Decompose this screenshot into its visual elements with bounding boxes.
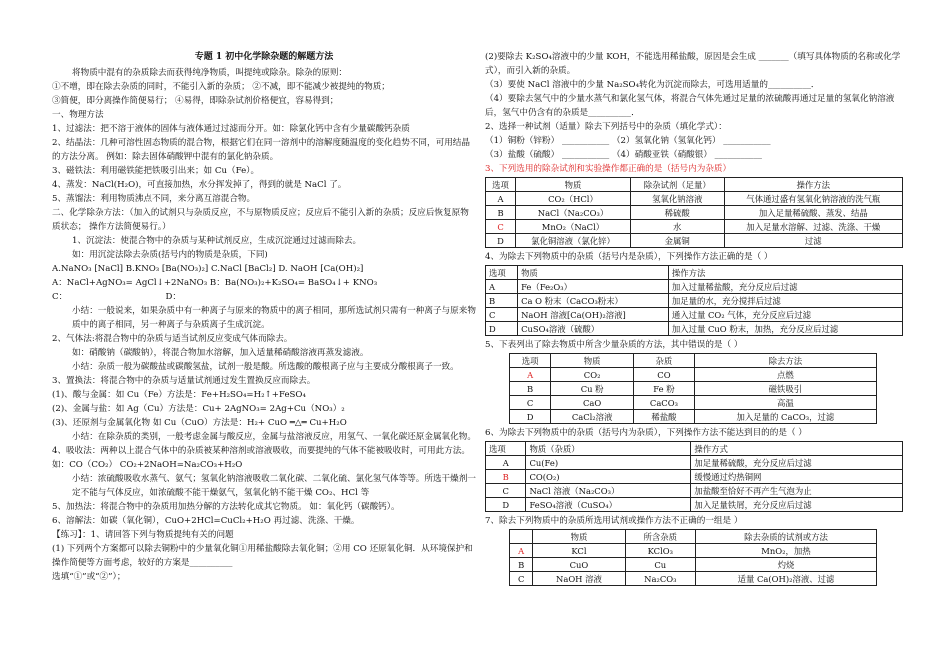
table-cell: 磁铁吸引 [694,382,876,396]
option-cell: C [486,484,526,498]
equation-line: (1)、酸与金属：如 Cu（Fe）方法是：Fe+H₂SO₄=H₂↑+FeSO₄ [52,390,306,400]
option-cell: C [510,572,533,586]
doc-title: 专题 1 初中化学除杂题的解题方法 [194,52,334,62]
table-cell: 过滤 [724,234,902,248]
summary-line: 小结：杂质一般为碳酸盐或碳酸氢盐，试剂一般是酸。所选酸的酸根离子应与主要成分酸根离子一致。 [72,362,459,372]
question-line: （3）盐酸（硫酸） ___________ （4）硝酸亚铁（硝酸银） ___________ [485,150,762,160]
equation-line: (2)、金属与盐：如 Ag（Cu）方法是：Cu+ 2AgNO₃= 2Ag+Cu（NO₃）₂ [52,404,345,414]
table-row [486,498,903,512]
table-header: 所含杂质 [625,530,696,544]
table-row [510,410,877,424]
example-line: A.NaNO₃ [NaCl] B.KNO₃ [Ba(NO₃)₂] C.NaCl [BaCl₂] D. NaOH [Ca(OH)₂] [52,264,364,274]
method-line: 1、过滤法：把不溶于液体的固体与液体通过过滤而分开。如：除氯化钙中含有少量碳酸钙杂质 [52,124,410,134]
q5-title: 5、下表列出了除去物质中所含少量杂质的方法，其中错误的是（ ） [485,340,743,350]
table-cell: 缓慢通过灼热铜网 [691,470,903,484]
equation-line: A：NaCl+AgNO₃= AgCl↓+2NaNO₃ B：Ba(NO₃)₂+K₂SO₄= BaSO₄↓+ KNO₃ [52,278,378,288]
table-cell: 加入足量稀硫酸、蒸发、结晶 [724,206,902,220]
table-header: 选项 [486,178,516,192]
table-cell: Cu [625,558,696,572]
table-header: 物质（杂质） [526,442,691,456]
table-row [510,382,877,396]
table-cell: 加入足量水溶解、过滤、洗涤、干燥 [724,220,902,234]
table-header: 除去杂质的试剂或方法 [696,530,877,544]
table-row [486,206,903,220]
q3-title: 3、下列选用的除杂试剂和实验操作都正确的是（括号内为杂质） [485,164,732,174]
question-line: (2)要除去 K₂SO₄溶液中的少量 KOH，不能选用稀盐酸，原因是会生成 _______（填写具体物质的名称或化学式），而引入新的杂质。 [485,52,901,76]
table-header: 物质 [518,266,669,280]
table-cell: 氯化铜溶液（氯化锌） [516,234,631,248]
table-header: 选项 [486,266,518,280]
table-cell: 加足量稀硫酸，充分反应后过滤 [691,456,903,470]
table-cell: 氢氧化钠溶液 [630,192,724,206]
question-line: （1）铜粉（锌粉） ___________ （2）氢氧化钠（氢氧化钙） ___________ [485,136,771,146]
table-cell: CO₂（HCl） [516,192,631,206]
question-line: （4）要除去氢气中的少量水蒸气和氯化氢气体，将混合气体先通过足量的浓硫酸再通过足量的氢氧化钠溶液后，氢气中仍含有的杂质是__________． [485,94,895,118]
option-cell: B [486,206,516,220]
table-cell: 灼烧 [696,558,877,572]
option-cell: A [510,368,551,382]
table-row [510,558,877,572]
table-row [510,368,877,382]
table-cell: 加入足量的 CaCO₃，过滤 [694,410,876,424]
principle-line: ①不增，即在除去杂质的同时，不能引入新的杂质； ②不减，即不能减少被提纯的物质； [52,82,390,92]
table-cell: KClO₃ [625,544,696,558]
table-cell: MnO₂（NaCl） [516,220,631,234]
table-cell: 加足量的水，充分搅拌后过滤 [668,294,902,308]
table-row [510,396,877,410]
table-cell: NaCl（Na₂CO₃） [516,206,631,220]
option-cell: C [486,308,518,322]
table-cell: 稀盐酸 [633,410,694,424]
table-cell: 高温 [694,396,876,410]
q4-table [485,265,903,336]
table-header: 选项 [486,442,526,456]
table-cell: Fe 粉 [633,382,694,396]
table-row [486,192,903,206]
table-header: 操作方法 [724,178,902,192]
example-line: 如：硝酸钠（碳酸钠），将混合物加水溶解，加入适量稀硝酸溶液再蒸发滤液。 [72,348,369,358]
table-row [510,572,877,586]
option-cell: D [486,322,518,336]
table-cell: 水 [630,220,724,234]
table-cell: 加入足量铁屑，充分反应后过滤 [691,498,903,512]
table-cell: MnO₂，加热 [696,544,877,558]
example-line: 如：用沉淀法除去杂质(括号内的物质是杂质，下同) [72,250,268,260]
q3-table [485,177,903,248]
table-row [486,280,903,294]
q4-title: 4、为除去下列物质中的杂质（括号内是杂质），下列操作方法正确的是（ ） [485,252,773,262]
table-cell: 金属铜 [630,234,724,248]
option-cell: A [486,280,518,294]
table-row [486,220,903,234]
table-cell: 加盐酸至恰好不再产生气泡为止 [691,484,903,498]
table-cell: 适量 Ca(OH)₂溶液、过滤 [696,572,877,586]
option-cell: C [486,220,516,234]
table-cell: 点燃 [694,368,876,382]
table-header: 除杂试剂（足量） [630,178,724,192]
table-cell: FeSO₄溶液（CuSO₄） [526,498,691,512]
table-header: 杂质 [633,354,694,368]
table-cell: CO₂ [551,368,634,382]
table-row [486,308,903,322]
option-cell: C [510,396,551,410]
section-heading: 一、物理方法 [52,110,104,120]
table-cell: CuO [533,558,625,572]
summary-line: 小结：一般说来，如果杂质中有一种离子与原来的物质中的离子相同，那所选试剂只需有一种离子与原来物质中的离子相同，另一种离子与杂质离子生成沉淀。 [72,306,476,330]
table-cell: NaOH 溶液 [533,572,625,586]
right-column [485,50,903,588]
table-row [486,294,903,308]
table-cell: NaOH 溶液[Ca(OH)₂溶液] [518,308,669,322]
table-header [510,530,533,544]
table-row [486,470,903,484]
equation-line: C： D： [52,292,181,302]
table-cell: Cu 粉 [551,382,634,396]
table-cell: 通入过量 CO₂ 气体，充分反应后过滤 [668,308,902,322]
table-cell: CaCO₃ [633,396,694,410]
q5-table [509,353,877,424]
option-cell: B [510,558,533,572]
table-cell: Na₂CO₃ [625,572,696,586]
option-cell: A [510,544,533,558]
table-cell: 稀硫酸 [630,206,724,220]
table-cell: Fe（Fe₂O₃） [518,280,669,294]
table-row [486,484,903,498]
exercise-heading: 【练习】：1、请回答下列与物质提纯有关的问题 [52,530,234,540]
method-line: 2、结晶法：几种可溶性固态物质的混合物，根据它们在同一溶剂中的溶解度随温度的变化趋势不同，可用结晶的方法分离。 例如：除去固体硝酸钾中混有的氯化钠杂质。 [52,138,470,162]
method-line: 3、磁铁法：利用磁铁能把铁吸引出来；如 Cu（Fe）。 [52,166,260,176]
method-line: 6、溶解法：如碳（氧化铜），CuO+2HCl=CuCl₂+H₂O 再过滤、洗涤、干燥。 [52,516,360,526]
table-cell: 加入过量 CuO 粉末，加热，充分反应后过滤 [668,322,902,336]
table-cell: 气体通过盛有氢氧化钠溶液的洗气瓶 [724,192,902,206]
table-cell: 加入过量稀盐酸，充分反应后过滤 [668,280,902,294]
method-line: 5、加热法：将混合物中的杂质用加热分解的方法转化成其它物质。 如：氧化钙（碳酸钙）。 [52,502,400,512]
q7-title: 7、除去下列物质中的杂质所选用试剂或操作方法不正确的一组是 ） [485,516,743,526]
option-cell: D [486,498,526,512]
table-header: 操作方法 [668,266,902,280]
equation-line: (3)、还原剂与金属氧化物 如 Cu（CuO）方法是：H₂+ CuO ═△═ Cu+H₂O [52,418,347,428]
table-header: 除去方法 [694,354,876,368]
table-row [486,456,903,470]
left-column [52,50,476,584]
table-cell: KCl [533,544,625,558]
table-cell: Ca O 粉末（CaCO₃粉末） [518,294,669,308]
question-line: 2、选择一种试剂（适量）除去下列括号中的杂质（填化学式）： [485,122,727,132]
method-line: 3、置换法：将混合物中的杂质与适量试剂通过发生置换反应而除去。 [52,376,316,386]
question-line: （3）要使 NaCl 溶液中的少量 Na₂SO₄转化为沉淀而除去，可选用适量的__________． [485,80,820,90]
table-cell: CaO [551,396,634,410]
table-header: 物质 [516,178,631,192]
method-line: 1、沉淀法：使混合物中的杂质与某种试剂反应，生成沉淀通过过滤而除去。 [72,236,362,246]
principle-line: ③简便，即分离操作简便易行； ④易得，即除杂试剂价格便宜，容易得到； [52,96,339,106]
q6-table [485,441,903,512]
table-header: 选项 [510,354,551,368]
table-cell: CO(O₂) [526,470,691,484]
table-row [486,234,903,248]
method-line: 2、气体法:将混合物中的杂质与适当试剂反应变成气体而除去。 [52,334,293,344]
table-cell: CO [633,368,694,382]
table-cell: CuSO₄溶液（硫酸） [518,322,669,336]
q7-table [509,529,877,586]
summary-line: 小结：浓硫酸吸收水蒸气、氨气；氢氧化钠溶液吸收二氧化碳、二氧化硫、氯化氢气体等等。所选干燥剂一定不能与气体反应，如浓硫酸不能干燥氨气，氢氧化钠不能干燥 CO₂、HCl 等 [72,474,476,498]
option-cell: B [510,382,551,396]
q6-title: 6、为除去下列物质中的杂质（括号内为杂质），下列操作方法不能达到目的的是（ ） [485,428,807,438]
option-cell: B [486,470,526,484]
intro-line: 将物质中混有的杂质除去而获得纯净物质，叫提纯或除杂。除杂的原则： [72,68,348,78]
table-row [486,322,903,336]
question-line: 选填“①”或“②”）； [52,572,126,582]
table-cell: NaCl 溶液（Na₂CO₃） [526,484,691,498]
option-cell: B [486,294,518,308]
method-line: 5、蒸馏法：利用物质沸点不同，来分离互溶混合物。 [52,194,256,204]
section-heading: 二、化学除杂方法：（加入的试剂只与杂质反应，不与原物质反应；反应后不能引入新的杂质；反应后恢复原物质状态； 操作方法简便易行。） [52,208,469,232]
table-header: 物质 [533,530,625,544]
question-line: (1) 下列两个方案都可以除去铜粉中的少量氧化铜①用稀盐酸除去氧化铜；②用 CO 还原氧化铜．从环境保护和操作简便等方面考虑，较好的方案是__________ [52,544,473,568]
table-header: 操作方式 [691,442,903,456]
summary-line: 小结：在除杂质的类别，一般考虑金属与酸反应，金属与盐溶液反应，用氢气、一氧化碳还原金属氧化物。 [72,432,476,442]
option-cell: A [486,192,516,206]
table-header: 物质 [551,354,634,368]
method-line: 4、蒸发：NaCl(H₂O)，可直接加热，水分挥发掉了，得到的就是 NaCl 了。 [52,180,347,190]
option-cell: D [510,410,551,424]
table-row [510,544,877,558]
option-cell: A [486,456,526,470]
table-cell: Cu(Fe) [526,456,691,470]
option-cell: D [486,234,516,248]
table-cell: CaCl₂溶液 [551,410,634,424]
method-line: 4、吸收法：两种以上混合气体中的杂质被某种溶剂或溶液吸收，而要提纯的气体不能被吸收时，可用此方法。 如：CO（CO₂） CO₂+2NaOH=Na₂CO₃+H₂O [52,446,470,470]
